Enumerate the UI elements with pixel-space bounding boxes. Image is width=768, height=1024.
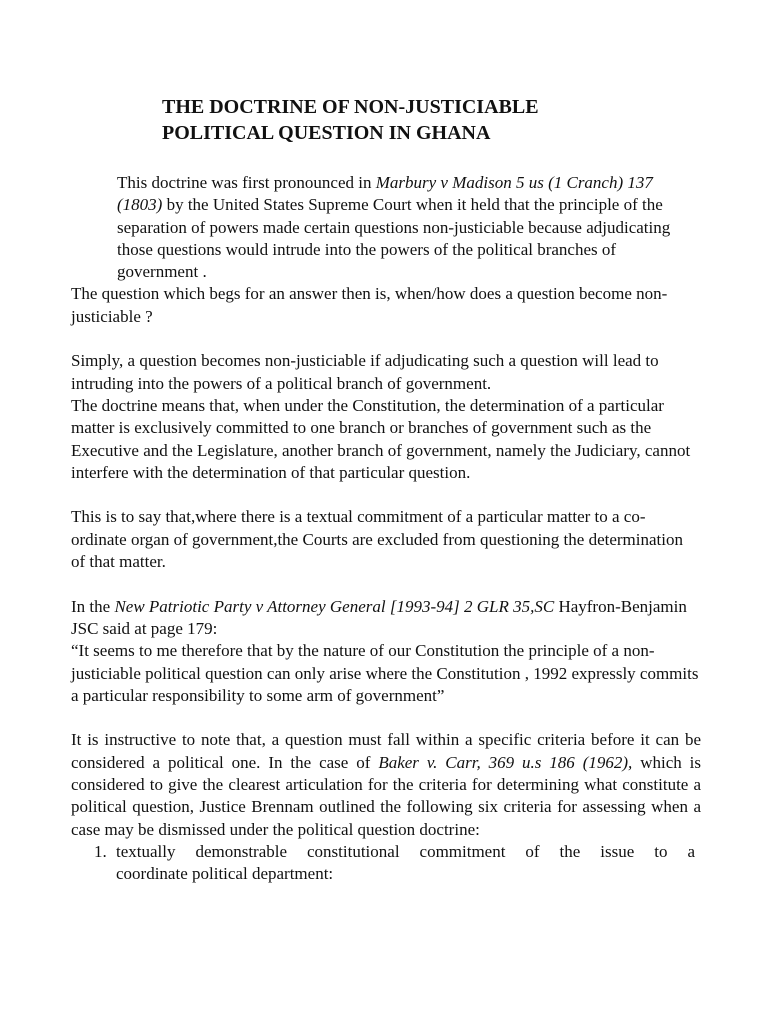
paragraph-npp-case (71, 596, 701, 641)
case-citation-npp: New Patriotic Party v Attorney General [1993-94] 2 GLR 35,SC (114, 596, 555, 616)
list-item-text-line-1: textually demonstrable constitutional commitment of the issue to a (116, 841, 695, 861)
paragraph-npp-lead: In the (71, 596, 115, 616)
paragraph-textual-commitment: This is to say that,where there is a textual commitment of a particular matter to a co-ordinate organ of government,the Courts are excluded from questioning the determination of that matter. (71, 507, 683, 572)
paragraph-question: The question which begs for an answer then is, when/how does a question become non-justiciable ? (71, 284, 668, 326)
title-line-2: POLITICAL QUESTION IN GHANA (162, 122, 491, 144)
list-item-number: 1. (94, 841, 107, 861)
list-item (71, 841, 701, 886)
block-quote: “It seems to me therefore that by the nature of our Constitution the principle of a non-justiciable political question can only arise where the Constitution , 1992 expressly commits a particular responsibility to some arm of government” (71, 641, 699, 705)
paragraph-npp-rest: Hayfron-Benjamin JSC said at page 179: (71, 596, 687, 638)
paragraph-gap (71, 707, 701, 729)
document-body (71, 172, 701, 886)
paragraph-gap (71, 573, 701, 595)
paragraph-gap (71, 484, 701, 506)
paragraph-doctrine-meaning: The doctrine means that, when under the Constitution, the determination of a particular matter is exclusively committed to one branch or branches of government such as the Executive and the Legislature, another branch of government, namely the Judiciary, cannot interfere with the determination of that particular question. (71, 395, 691, 482)
paragraph-marbury (71, 172, 701, 283)
criteria-list (71, 841, 701, 886)
paragraph-gap (71, 328, 701, 350)
paragraph-marbury-lead: This doctrine was first pronounced in (117, 173, 376, 192)
paragraph-baker-rest: which is considered to give the clearest articulation for the criteria for determining what constitute a political question, Justice Brennam outlined the following six criteria for assessing when a case may be dismissed under the political question doctrine: (71, 752, 702, 839)
paragraph-simply: Simply, a question becomes non-justiciable if adjudicating such a question will lead to intruding into the powers of a political branch of government. (71, 351, 659, 393)
paragraph-marbury-rest: by the United States Supreme Court when it held that the principle of the separation of powers made certain questions non-justiciable because adjudicating those questions would intrude into the powers of the political branches of government . (117, 195, 671, 282)
page-title (162, 94, 722, 146)
case-citation-baker: Baker v. Carr, 369 u.s 186 (1962), (378, 752, 633, 772)
list-item-text-line-2: coordinate political department: (116, 864, 334, 884)
case-citation-marbury: Marbury v Madison 5 us (1 Cranch) 137 (1803) (117, 173, 653, 215)
paragraph-baker-carr (71, 729, 701, 840)
title-line-1: THE DOCTRINE OF NON-JUSTICIABLE (162, 96, 539, 118)
paragraph-baker-lead: It is instructive to note that, a question must fall within a specific criteria before it can be considered a political one. In the case of (71, 730, 701, 772)
